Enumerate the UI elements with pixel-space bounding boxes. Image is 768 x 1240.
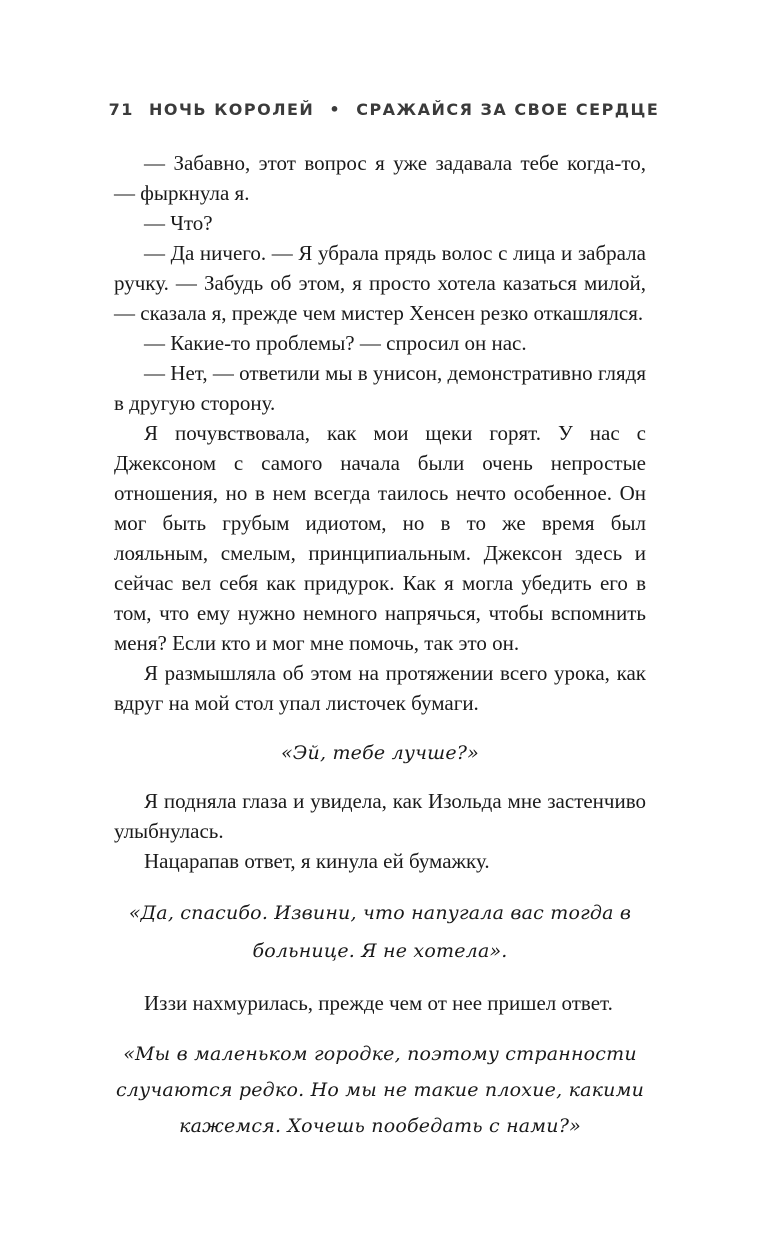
handwritten-note: «Мы в маленьком городке, поэтому странности случаются редко. Но мы не такие плохие, какими кажемся. Хочешь пообедать с нами?»	[115, 1043, 645, 1137]
book-subtitle: СРАЖАЙСЯ ЗА СВОЕ СЕРДЦЕ	[356, 100, 660, 119]
paragraph: Я подняла глаза и увидела, как Изольда мне застенчиво улыбнулась.	[114, 789, 646, 843]
handwritten-note: «Эй, тебе лучше?»	[280, 742, 479, 764]
header-separator: •	[329, 100, 342, 119]
paragraph: Иззи нахмурилась, прежде чем от нее пришел ответ.	[144, 991, 613, 1015]
book-title: НОЧЬ КОРОЛЕЙ	[149, 100, 315, 119]
handwritten-note: «Да, спасибо. Извини, что напугала вас тогда в больнице. Я не хотела».	[128, 902, 632, 962]
page-number: 71	[108, 100, 134, 119]
paragraph: Я размышляла об этом на протяжении всего урока, как вдруг на мой стол упал листочек бумаги.	[114, 661, 646, 715]
paragraph: Нацарапав ответ, я кинула ей бумажку.	[144, 849, 490, 873]
paragraph: — Забавно, этот вопрос я уже задавала тебе когда-то, — фыркнула я.	[114, 151, 646, 205]
paragraph: — Что?	[144, 211, 213, 235]
paragraph: — Какие-то проблемы? — спросил он нас.	[144, 331, 527, 355]
paragraph: — Да ничего. — Я убрала прядь волос с лица и забрала ручку. — Забудь об этом, я просто хотела казаться милой, — сказала я, прежде чем мистер Хенсен резко откашлялся.	[114, 241, 646, 325]
paragraph: — Нет, — ответили мы в унисон, демонстративно глядя в другую сторону.	[114, 361, 646, 415]
body-text	[114, 148, 646, 1144]
running-header	[0, 100, 768, 119]
paragraph: Я почувствовала, как мои щеки горят. У нас с Джексоном с самого начала были очень непростые отношения, но в нем всегда таилось нечто особенное. Он мог быть грубым идиотом, но в то же время был лояльным, смелым, принципиальным. Джексон здесь и сейчас вел себя как придурок. Как я могла убедить его в том, что ему нужно немного напрячься, чтобы вспомнить меня? Если кто и мог мне помочь, так это он.	[114, 421, 646, 655]
